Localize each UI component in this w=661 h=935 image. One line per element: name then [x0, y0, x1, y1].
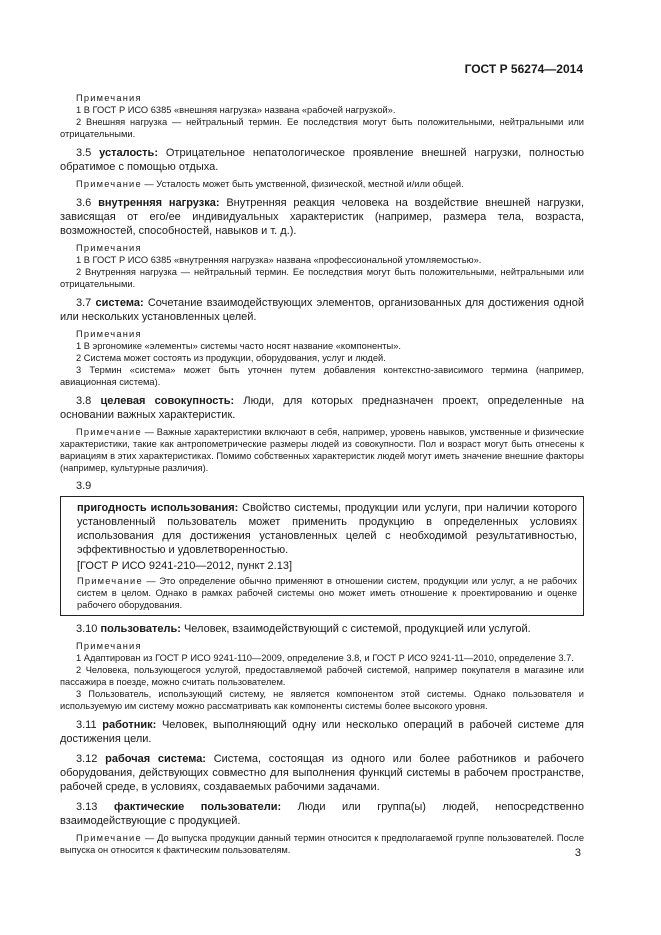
note-item: 1 В эргономике «элементы» системы часто носят название «компоненты».: [76, 341, 401, 351]
note-item: 2 Система может состоять из продукции, оборудования, услуг и людей.: [76, 353, 386, 363]
term-3-5: 3.5 усталость: Отрицательное непатологическое проявление внешней нагрузки, полностью обратимое с помощью отдыха.: [60, 147, 585, 173]
notes-heading: Примечания: [76, 243, 142, 253]
term-3-9-reference: [ГОСТ Р ИСО 9241-210—2012, пункт 2.13]: [77, 560, 293, 572]
document-header: ГОСТ Р 56274—2014: [464, 62, 583, 76]
note-item: 2 Человека, пользующегося услугой, предоставляемой рабочей системой, например покупателя в магазине или пассажира в поезде, можно считать пользователем.: [60, 665, 584, 687]
note-item: 1 Адаптирован из ГОСТ Р ИСО 9241-110—2009, определение 3.8, и ГОСТ Р ИСО 9241-11—2010, определение 3.7.: [76, 653, 574, 663]
term-3-10: 3.10 пользователь: Человек, взаимодействующий с системой, продукцией или услугой.: [76, 623, 531, 635]
term-3-9-number: 3.9: [76, 480, 92, 492]
notes-heading: Примечания: [76, 93, 142, 103]
note-3-13: Примечание — До выпуска продукции данный термин относится к предполагаемой группе пользователей. После выпуска он относится к фактическим пользователям.: [60, 833, 584, 855]
term-3-12: 3.12 рабочая система: Система, состоящая из одного или более работников и рабочего оборудования, действующих совместно для выполнения функций системы в рабочем пространстве, рабочей среде, в условиях, создаваемых рабочими задачами.: [60, 753, 585, 793]
term-3-9-box: [60, 496, 584, 616]
note-3-5: Примечание — Усталость может быть умственной, физической, местной и/или общей.: [76, 179, 464, 189]
term-3-11: 3.11 работник: Человек, выполняющий одну или несколько операций в рабочей системе для достижения цели.: [60, 719, 585, 745]
note-item: 3 Термин «система» может быть уточнен путем добавления контекстно-зависимого термина (например, авиационная система).: [60, 365, 584, 387]
page-number: 3: [574, 847, 581, 859]
term-3-7: 3.7 система: Сочетание взаимодействующих элементов, организованных для достижения одной или нескольких установленных целей.: [60, 297, 584, 323]
note-item: 2 Внутренняя нагрузка — нейтральный термин. Ее последствия могут быть положительными, нейтральными или отрицательными.: [60, 267, 584, 289]
note-item: 1 В ГОСТ Р ИСО 6385 «внутренняя нагрузка» названа «профессиональной утомляемостью».: [76, 255, 482, 265]
notes-heading: Примечания: [76, 641, 142, 651]
note-item: 3 Пользователь, использующий систему, не является компонентом этой системы. Однако пользователя и используемую им систему можно рассматривать как компоненты системы более высокого уровня.: [60, 689, 584, 711]
note-item: 1 В ГОСТ Р ИСО 6385 «внешняя нагрузка» названа «рабочей нагрузкой».: [76, 105, 396, 115]
page-content: [60, 92, 584, 856]
note-3-9: Примечание — Это определение обычно применяют в отношении систем, продукции или услуг, а не рабочих систем в целом. Однако в рамках рабочей системы оно может иметь отношение к проектированию и оценке рабочего оборудования.: [77, 576, 578, 610]
term-3-6: 3.6 внутренняя нагрузка: Внутренняя реакция человека на воздействие внешней нагрузки, зависящая от его/ее индивидуальных характеристик (например, размера тела, возраста, возможностей, способностей, навыков и т. д.).: [60, 197, 584, 237]
note-3-8: Примечание — Важные характеристики включают в себя, например, уровень навыков, умственные и физические характеристики, такие как антропометрические размеры людей из совокупности. Пол и возраст могут быть отнесены к вариациям в этих характеристиках. Помимо собственных характеристик людей могут иметь значение внешние факторы (например, культурные различия).: [60, 427, 584, 473]
note-item: 2 Внешняя нагрузка — нейтральный термин. Ее последствия могут быть положительными, нейтральными или отрицательными.: [60, 117, 584, 139]
term-3-8: 3.8 целевая совокупность: Люди, для которых предназначен проект, определенные на основании важных характеристик.: [60, 395, 584, 421]
notes-heading: Примечания: [76, 329, 142, 339]
term-3-13: 3.13 фактические пользователи: Люди или группа(ы) людей, непосредственно взаимодействующие с продукцией.: [60, 801, 584, 827]
term-3-9: пригодность использования: Свойство системы, продукции или услуги, при наличии которого установленный пользователь может применить продукцию в определенных условиях использования для достижения установленных целей с необходимой результативностью, эффективностью и удовлетворенностью.: [77, 502, 577, 556]
